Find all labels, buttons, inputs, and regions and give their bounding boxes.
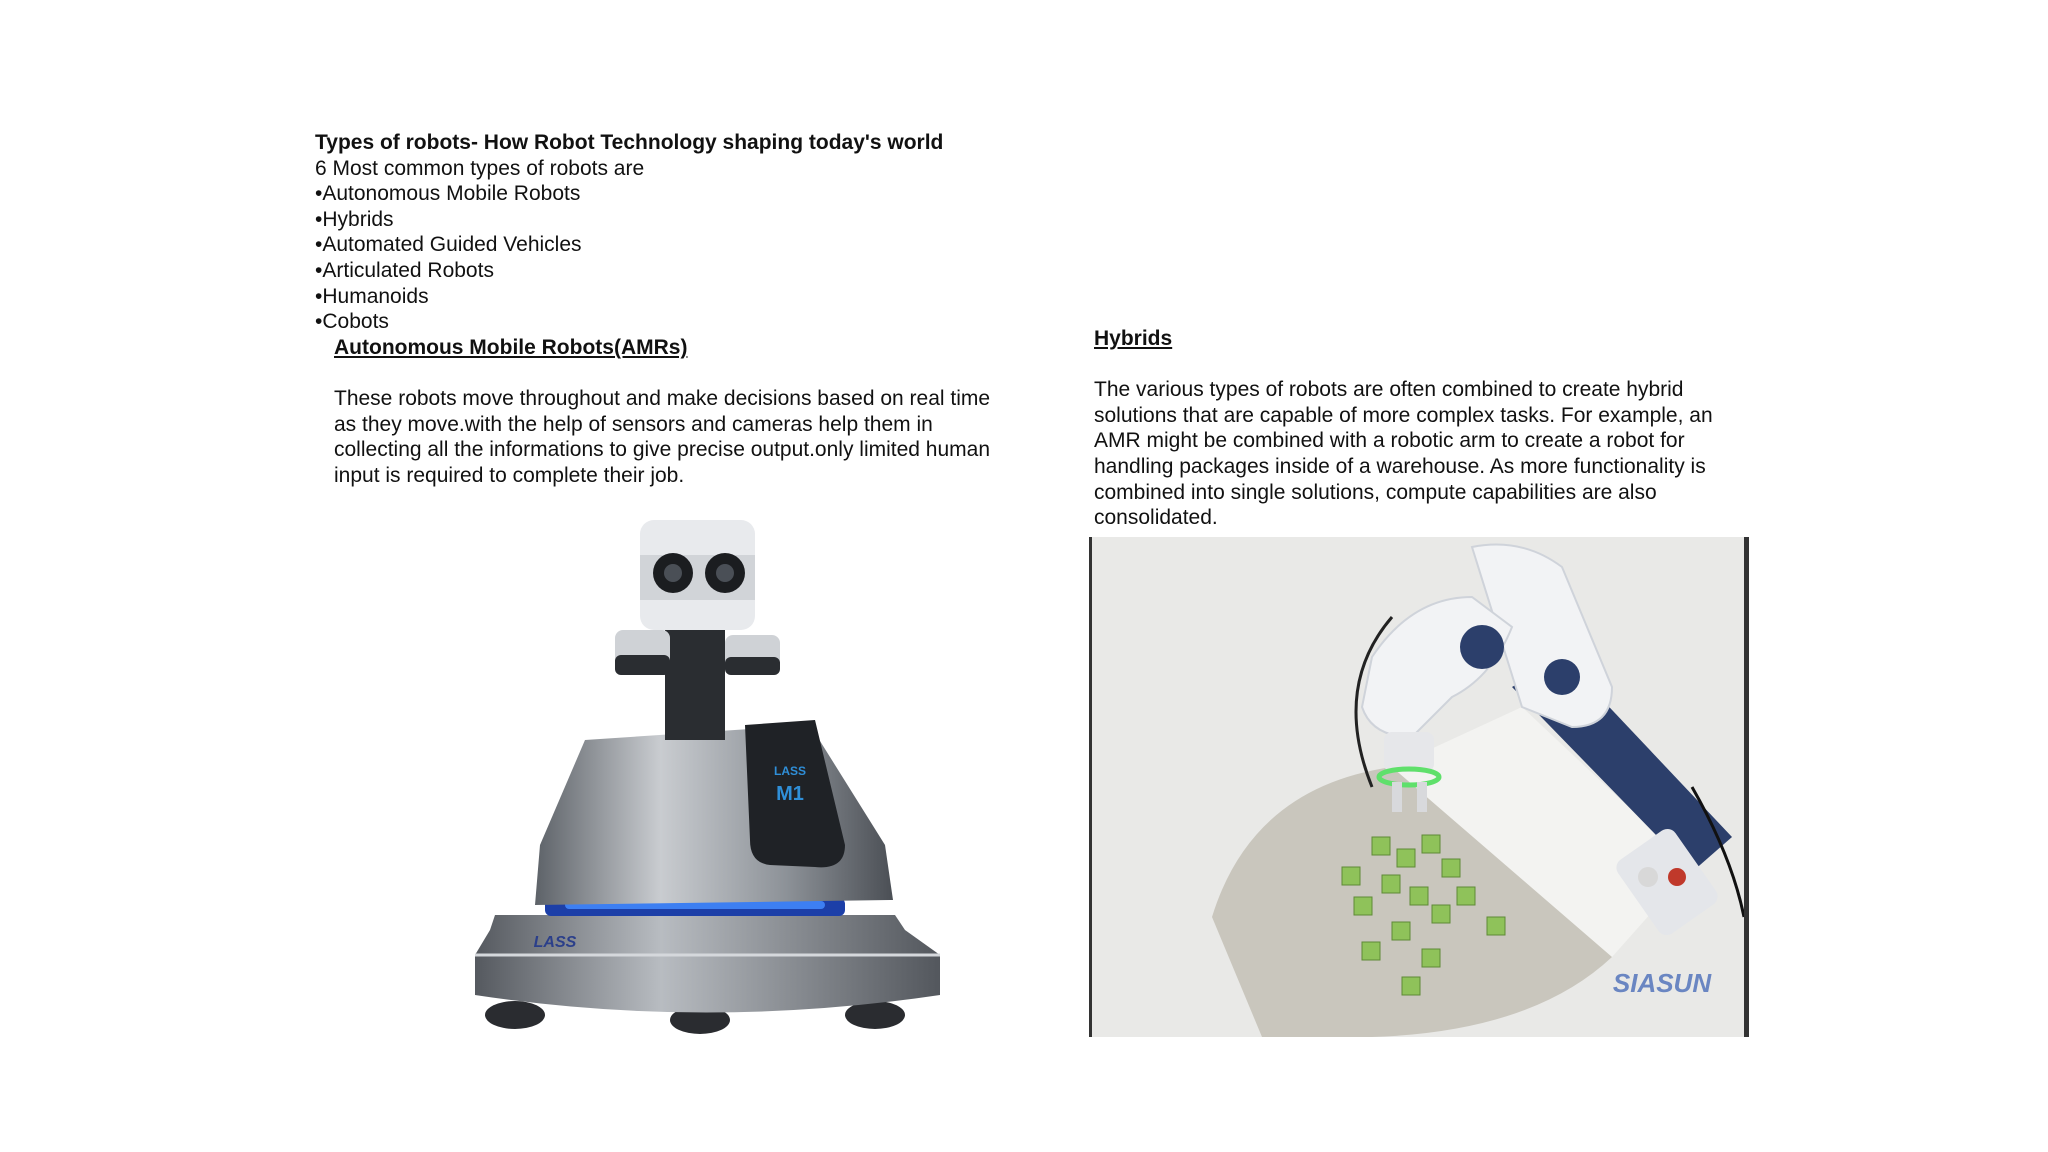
amr-robot-illustration: [415, 515, 980, 1063]
hybrid-robot-illustration: [1092, 537, 1744, 1037]
amr-heading: Autonomous Mobile Robots(AMRs): [334, 336, 688, 359]
hybrid-robot-image: [1089, 537, 1749, 1037]
list-item: • Autonomous Mobile Robots: [315, 181, 1075, 207]
page-title: Types of robots- How Robot Technology shaping today's world: [315, 131, 944, 154]
hybrids-section: [1094, 326, 1734, 531]
intro-block: [315, 130, 1075, 335]
amr-model-label: M1: [776, 783, 804, 805]
intro-subtitle: 6 Most common types of robots are: [315, 156, 645, 180]
list-item: • Hybrids: [315, 207, 1075, 233]
list-item: • Automated Guided Vehicles: [315, 232, 1075, 258]
amr-section: [334, 335, 1014, 489]
amr-robot-image: [415, 515, 980, 1063]
list-item: • Articulated Robots: [315, 258, 1075, 284]
hybrids-heading: Hybrids: [1094, 327, 1173, 350]
list-item: • Cobots: [315, 309, 1075, 335]
hybrid-watermark: SIASUN: [1612, 968, 1712, 998]
amr-brand-head: LASS: [773, 764, 807, 778]
amr-body: These robots move throughout and make decisions based on real time as they move.with the help of sensors and cameras help them in collecting all the informations to give precise output.only limited human input is required to complete their job.: [334, 387, 991, 487]
robot-types-list: [315, 181, 1075, 335]
hybrids-body: The various types of robots are often combined to create hybrid solutions that are capable of more complex tasks. For example, an AMR might be combined with a robotic arm to create a robot for handling packages inside of a warehouse. As more functionality is combined into single solutions, compute capabilities are also consolidated.: [1094, 378, 1713, 530]
amr-brand-base: LASS: [533, 934, 577, 951]
list-item: • Humanoids: [315, 284, 1075, 310]
